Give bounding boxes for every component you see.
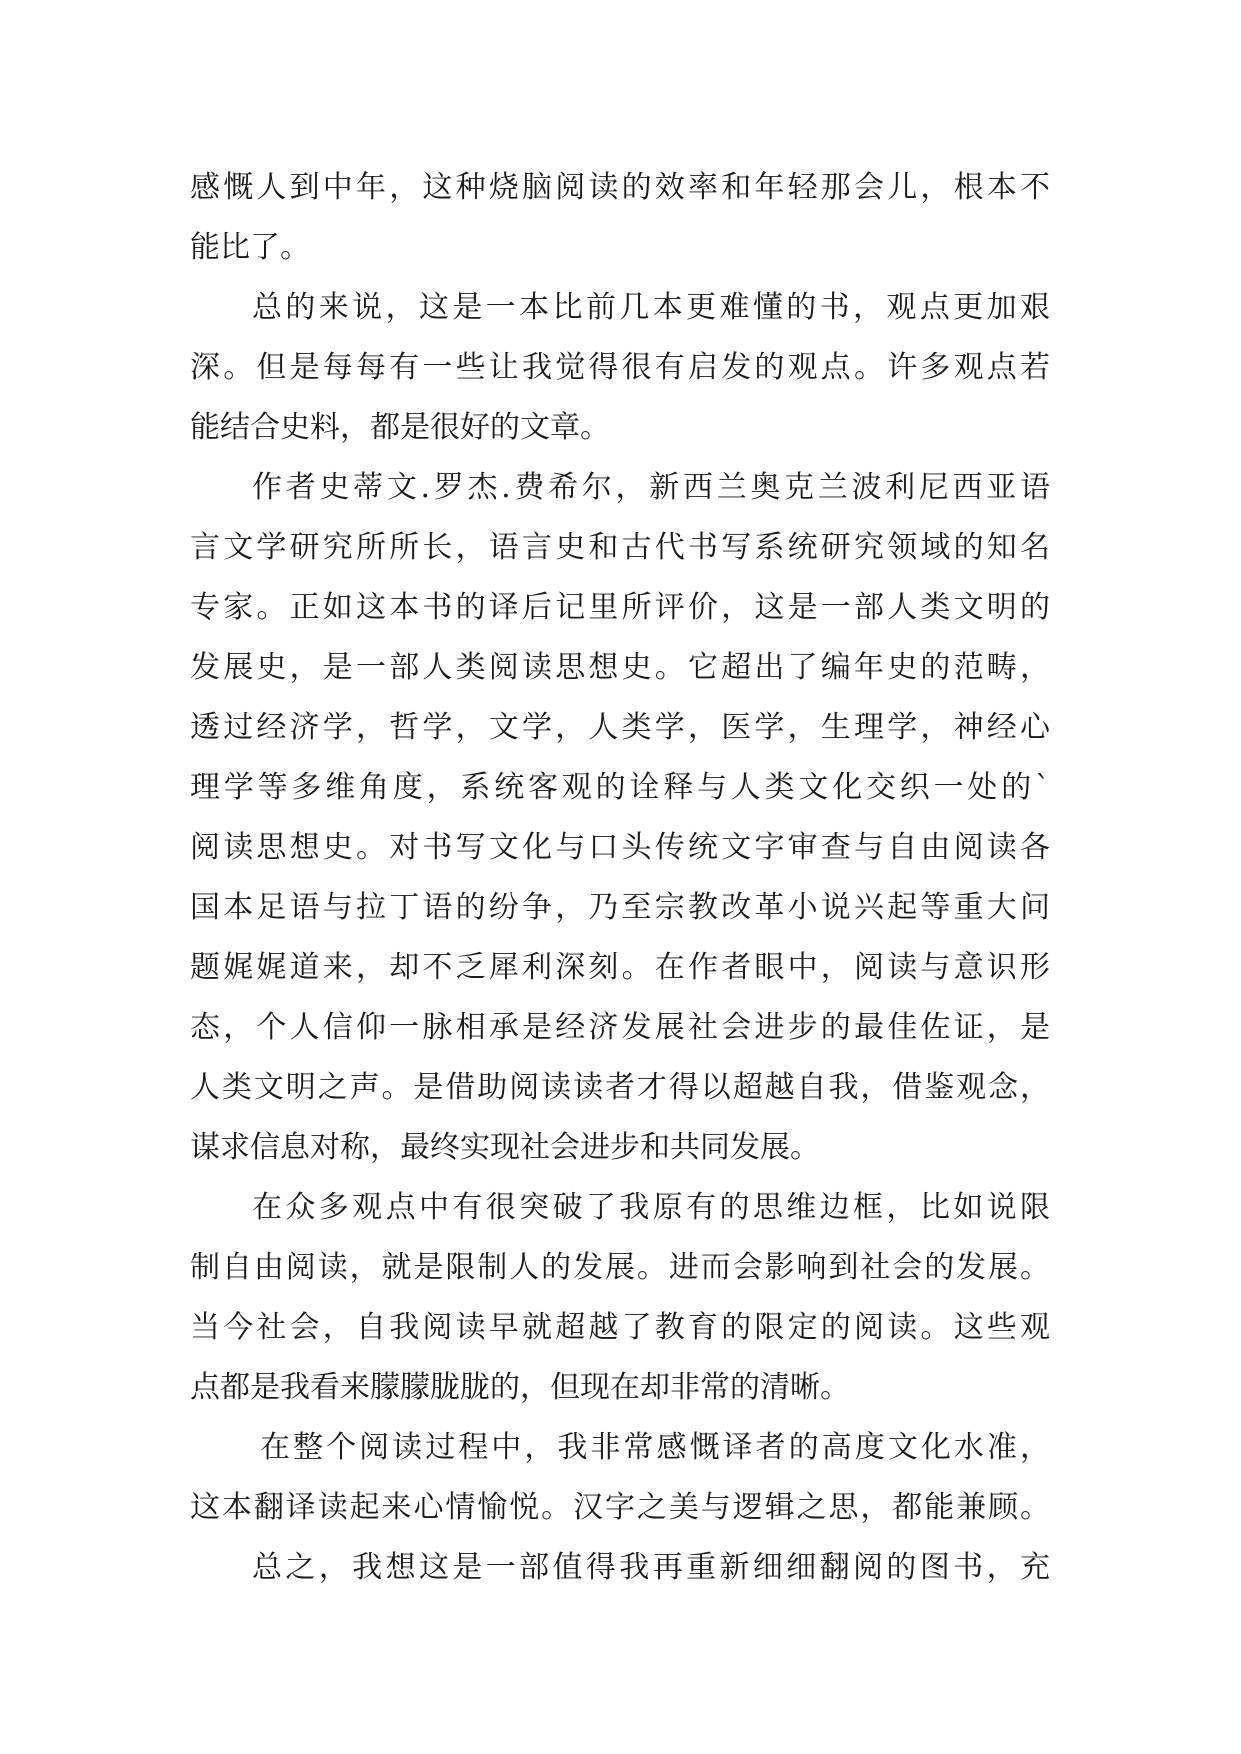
text-line: 理学等多维角度，系统客观的诠释与人类文化交织一处的` <box>190 770 1050 805</box>
paragraph <box>190 458 1050 1178</box>
text-line: 题娓娓道来，却不乏犀利深刻。在作者眼中，阅读与意识形 <box>190 950 1050 985</box>
paragraph <box>190 1178 1050 1418</box>
text-line: 制自由阅读，就是限制人的发展。进而会影响到社会的发展。 <box>190 1250 1050 1285</box>
text-line: 作者史蒂文.罗杰.费希尔，新西兰奥克兰波利尼西亚语 <box>252 470 1050 505</box>
text-line: 在众多观点中有很突破了我原有的思维边框，比如说限 <box>252 1190 1050 1225</box>
text-line: 透过经济学，哲学，文学，人类学，医学，生理学，神经心 <box>190 710 1050 745</box>
text-line: 谋求信息对称，最终实现社会进步和共同发展。 <box>190 1130 820 1165</box>
text-line: 专家。正如这本书的译后记里所评价，这是一部人类文明的 <box>190 590 1050 625</box>
paragraph <box>190 1538 1050 1598</box>
paragraph <box>190 158 1050 278</box>
text-line: 总的来说，这是一本比前几本更难懂的书，观点更加艰 <box>252 290 1050 325</box>
text-line: 在整个阅读过程中，我非常感慨译者的高度文化水准， <box>260 1430 1050 1465</box>
text-line: 能结合史料，都是很好的文章。 <box>190 410 610 445</box>
text-line: 当今社会，自我阅读早就超越了教育的限定的阅读。这些观 <box>190 1310 1050 1345</box>
text-line: 言文学研究所所长，语言史和古代书写系统研究领域的知名 <box>190 530 1050 565</box>
text-line: 国本足语与拉丁语的纷争，乃至宗教改革小说兴起等重大问 <box>190 890 1050 925</box>
text-line: 发展史，是一部人类阅读思想史。它超出了编年史的范畴， <box>190 650 1050 685</box>
text-line: 这本翻译读起来心情愉悦。汉字之美与逻辑之思，都能兼顾。 <box>190 1490 1050 1525</box>
text-line: 阅读思想史。对书写文化与口头传统文字审查与自由阅读各 <box>190 830 1050 865</box>
text-line: 总之，我想这是一部值得我再重新细细翻阅的图书，充 <box>252 1550 1050 1585</box>
text-line: 能比了。 <box>190 230 310 265</box>
text-line: 深。但是每每有一些让我觉得很有启发的观点。许多观点若 <box>190 350 1050 385</box>
document-body <box>190 158 1050 1598</box>
text-line: 点都是我看来朦朦胧胧的，但现在却非常的清晰。 <box>190 1370 850 1405</box>
text-line: 人类文明之声。是借助阅读读者才得以超越自我，借鉴观念， <box>190 1070 1050 1105</box>
text-line: 态，个人信仰一脉相承是经济发展社会进步的最佳佐证，是 <box>190 1010 1050 1045</box>
text-line: 感慨人到中年，这种烧脑阅读的效率和年轻那会儿，根本不 <box>190 170 1050 205</box>
paragraph <box>190 278 1050 458</box>
paragraph <box>190 1418 1050 1538</box>
